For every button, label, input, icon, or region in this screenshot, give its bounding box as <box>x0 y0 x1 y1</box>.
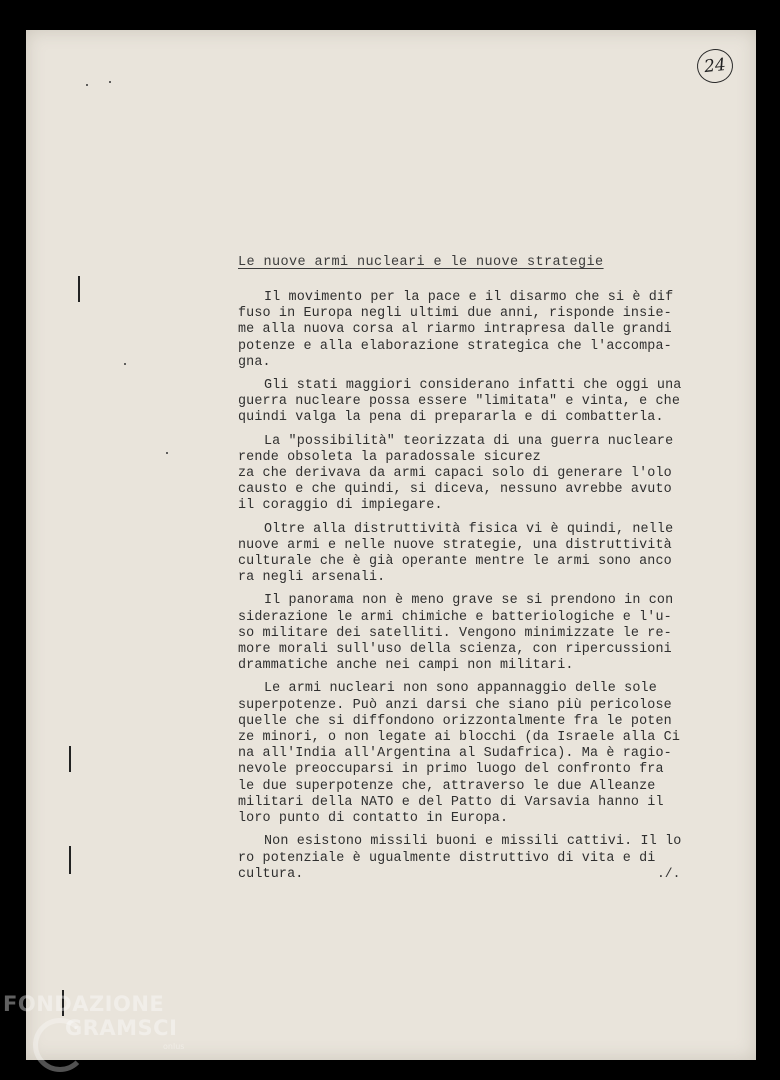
paragraph: Non esistono missili buoni e missili cattivi. Il lo ro potenziale è ugualmente distruttivo di vita e di cultura. <box>238 834 682 882</box>
scan-speck <box>86 84 88 86</box>
watermark-g-logo-icon <box>33 1018 87 1072</box>
binder-mark <box>69 746 71 772</box>
paragraph: La "possibilità" teorizzata di una guerra nucleare rende obsoleta la paradossale sicurez za che derivava da armi capaci solo di generare l'olo causto e che quindi, si diceva, nessuno avrebbe avuto il coraggio di impiegare. <box>238 433 674 514</box>
binder-mark <box>69 846 71 874</box>
paragraph: Il panorama non è meno grave se si prendono in con siderazione le armi chimiche e batteriologiche e l'u- so militare dei satelliti. Vengono minimizzate le re- more morali sull'uso della scienza, con ripercussioni drammatiche anche nei campi non militari. <box>238 593 674 674</box>
watermark-line-2: GRAMSCI <box>65 1016 178 1040</box>
watermark-line-3: onlus <box>163 1042 185 1051</box>
document-body <box>238 290 738 883</box>
binder-mark <box>78 276 80 302</box>
watermark-line-1: FONDAZIONE <box>3 992 165 1016</box>
paragraph: Gli stati maggiori considerano infatti che oggi una guerra nucleare possa essere "limitata" e vinta, e che quindi valga la pena di prepararla e di combatterla. <box>238 378 682 426</box>
document-title: Le nuove armi nucleari e le nuove strategie <box>238 255 604 270</box>
page-number-stamp: 24 <box>695 47 734 85</box>
paragraph: Il movimento per la pace e il disarmo che si è dif fuso in Europa negli ultimi due anni, risponde insie- me alla nuova corsa al riarmo intrapresa dalle grandi potenze e alla elaborazione strategica che l'accompa- gna. <box>238 290 674 370</box>
continuation-mark: ./. <box>657 866 681 881</box>
scan-speck <box>124 363 126 365</box>
paragraph: Le armi nucleari non sono appannaggio delle sole superpotenze. Può anzi darsi che siano più pericolose quelle che si diffondono orizzontalmente fra le poten ze minori, o non legate ai blocchi (da Israele alla Ci na all'India all'Argentina al Sudafrica). Ma è ragio- nevole preoccuparsi in primo luogo del confronto fra le due superpotenze che, attraverso le due Alleanze militari della NATO e del Patto di Varsavia hanno il loro punto di contatto in Europa. <box>238 681 681 827</box>
paragraph: Oltre alla distruttività fisica vi è quindi, nelle nuove armi e nelle nuove strategie, una distruttività culturale che è già operante mentre le armi sono anco ra negli arsenali. <box>238 521 674 586</box>
scan-speck <box>166 452 168 454</box>
foundation-watermark <box>3 994 184 1051</box>
scan-speck <box>109 81 111 83</box>
